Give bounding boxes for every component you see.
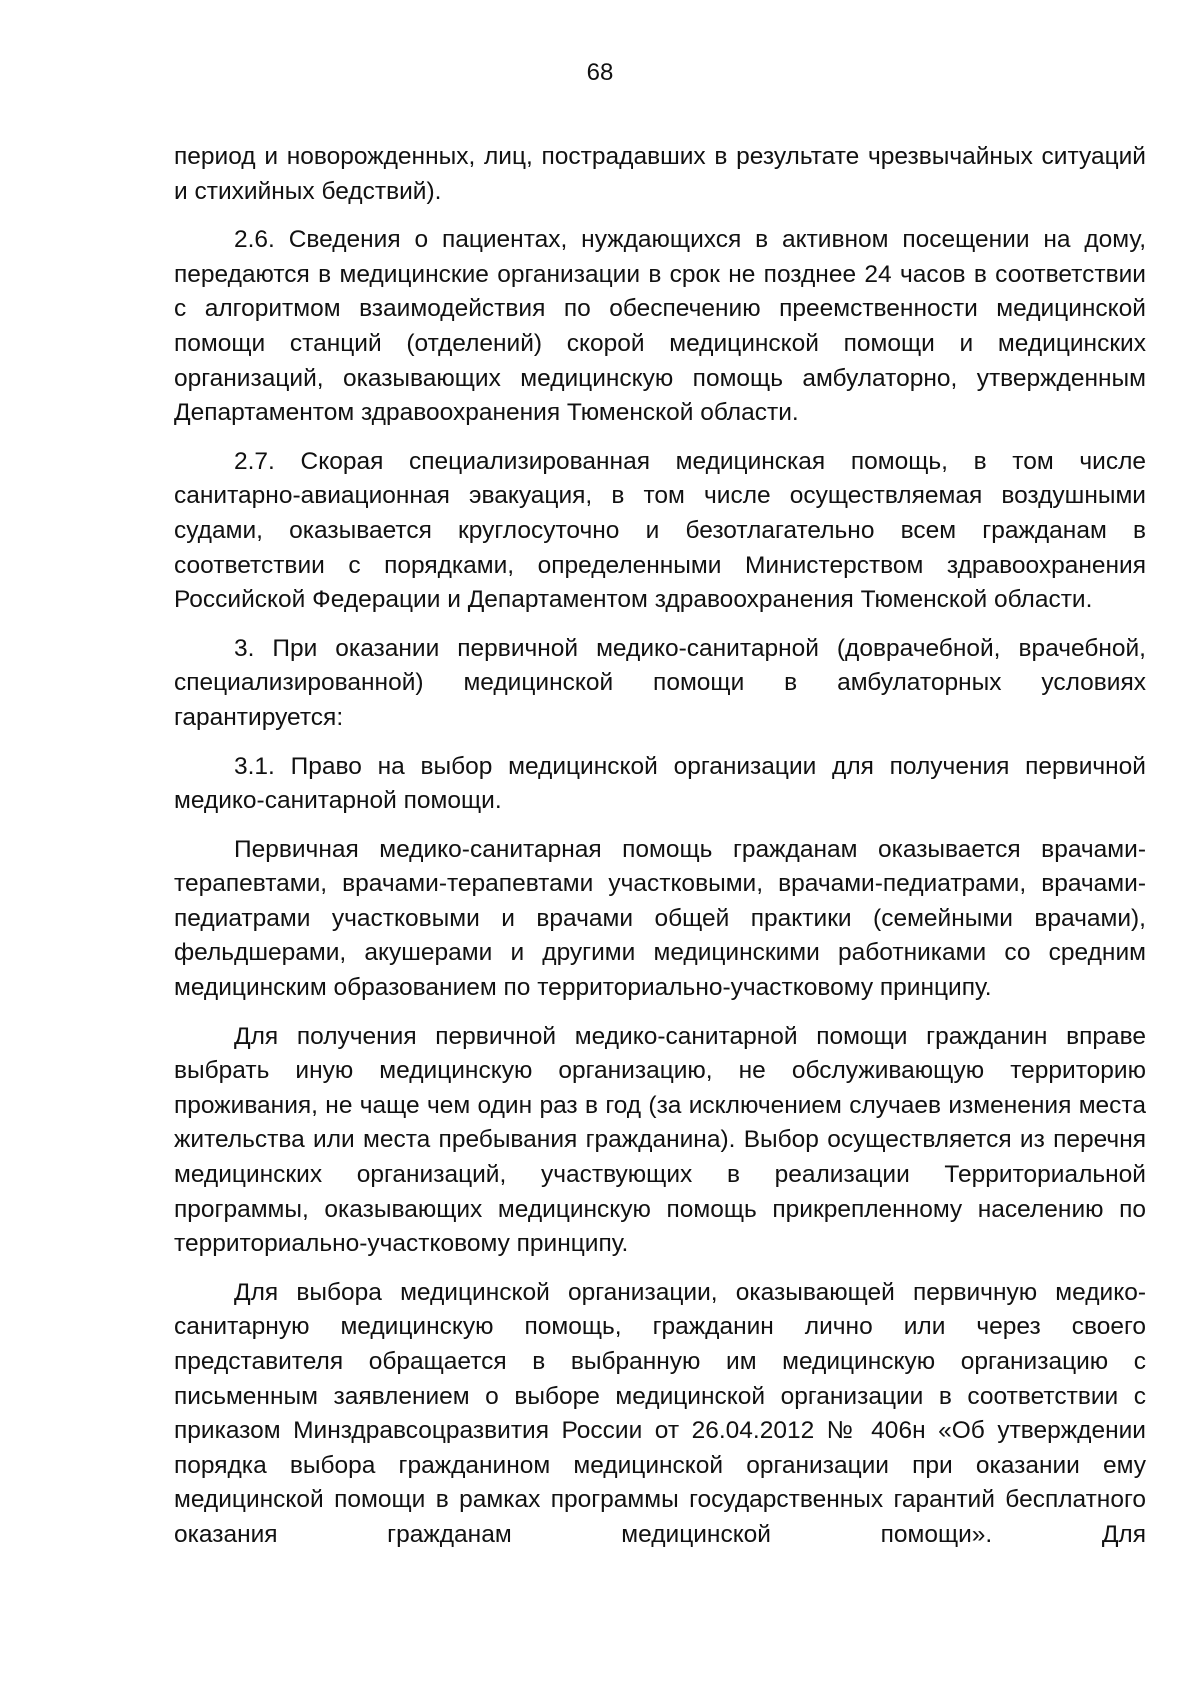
paragraph-2-7: 2.7. Скорая специализированная медицинская помощь, в том числе санитарно-авиационная эвакуация, в том числе осуществляемая воздушными судами, оказывается круглосуточно и безотлагательно всем гражданам в соответствии с порядками, определенными Министерством здравоохранения Российской Федерации и Департаментом здравоохранения Тюменской области. [174, 447, 1146, 614]
paragraph-3-1: 3.1. Право на выбор медицинской организации для получения первичной медико-санитарной помощи. [174, 752, 1146, 815]
paragraph-3: 3. При оказании первичной медико-санитарной (доврачебной, врачебной, специализированной) медицинской помощи в амбулаторных условиях гарантируется: [174, 634, 1146, 731]
document-body [174, 140, 1146, 1553]
paragraph-2-6: 2.6. Сведения о пациентах, нуждающихся в активном посещении на дому, передаются в медицинские организации в срок не позднее 24 часов в соответствии с алгоритмом взаимодействия по обеспечению преемственности медицинской помощи станций (отделений) скорой медицинской помощи и медицинских организаций, оказывающих медицинскую помощь амбулаторно, утвержденным Департаментом здравоохранения Тюменской области. [174, 226, 1146, 427]
paragraph-continuation: период и новорожденных, лиц, пострадавших в результате чрезвычайных ситуаций и стихийных бедствий). [174, 143, 1146, 205]
paragraph-choice-right: Для получения первичной медико-санитарной помощи гражданин вправе выбрать иную медицинскую организацию, не обслуживающую территорию проживания, не чаще чем один раз в год (за исключением случаев изменения места жительства или места пребывания гражданина). Выбор осуществляется из перечня медицинских организаций, участвующих в реализации Территориальной программы, оказывающих медицинскую помощь прикрепленному населению по территориально-участковому принципу. [174, 1022, 1146, 1258]
paragraph-primary-care: Первичная медико-санитарная помощь гражданам оказывается врачами-терапевтами, врачами-терапевтами участковыми, врачами-педиатрами, врачами-педиатрами участковыми и врачами общей практики (семейными врачами), фельдшерами, акушерами и другими медицинскими работниками со средним медицинским образованием по территориально-участковому принципу. [174, 835, 1146, 1002]
page-number: 68 [586, 59, 614, 86]
paragraph-choice-procedure: Для выбора медицинской организации, оказывающей первичную медико-санитарную медицинскую помощь, гражданин лично или через своего представителя обращается в выбранную им медицинскую организацию с письменным заявлением о выборе медицинской организации в соответствии с приказом Минздравсоцразвития России от 26.04.2012 № 406н «Об утверждении порядка выбора гражданином медицинской организации при оказании ему медицинской помощи в рамках программы государственных гарантий бесплатного оказания гражданам медицинской помощи». Для [174, 1278, 1146, 1548]
